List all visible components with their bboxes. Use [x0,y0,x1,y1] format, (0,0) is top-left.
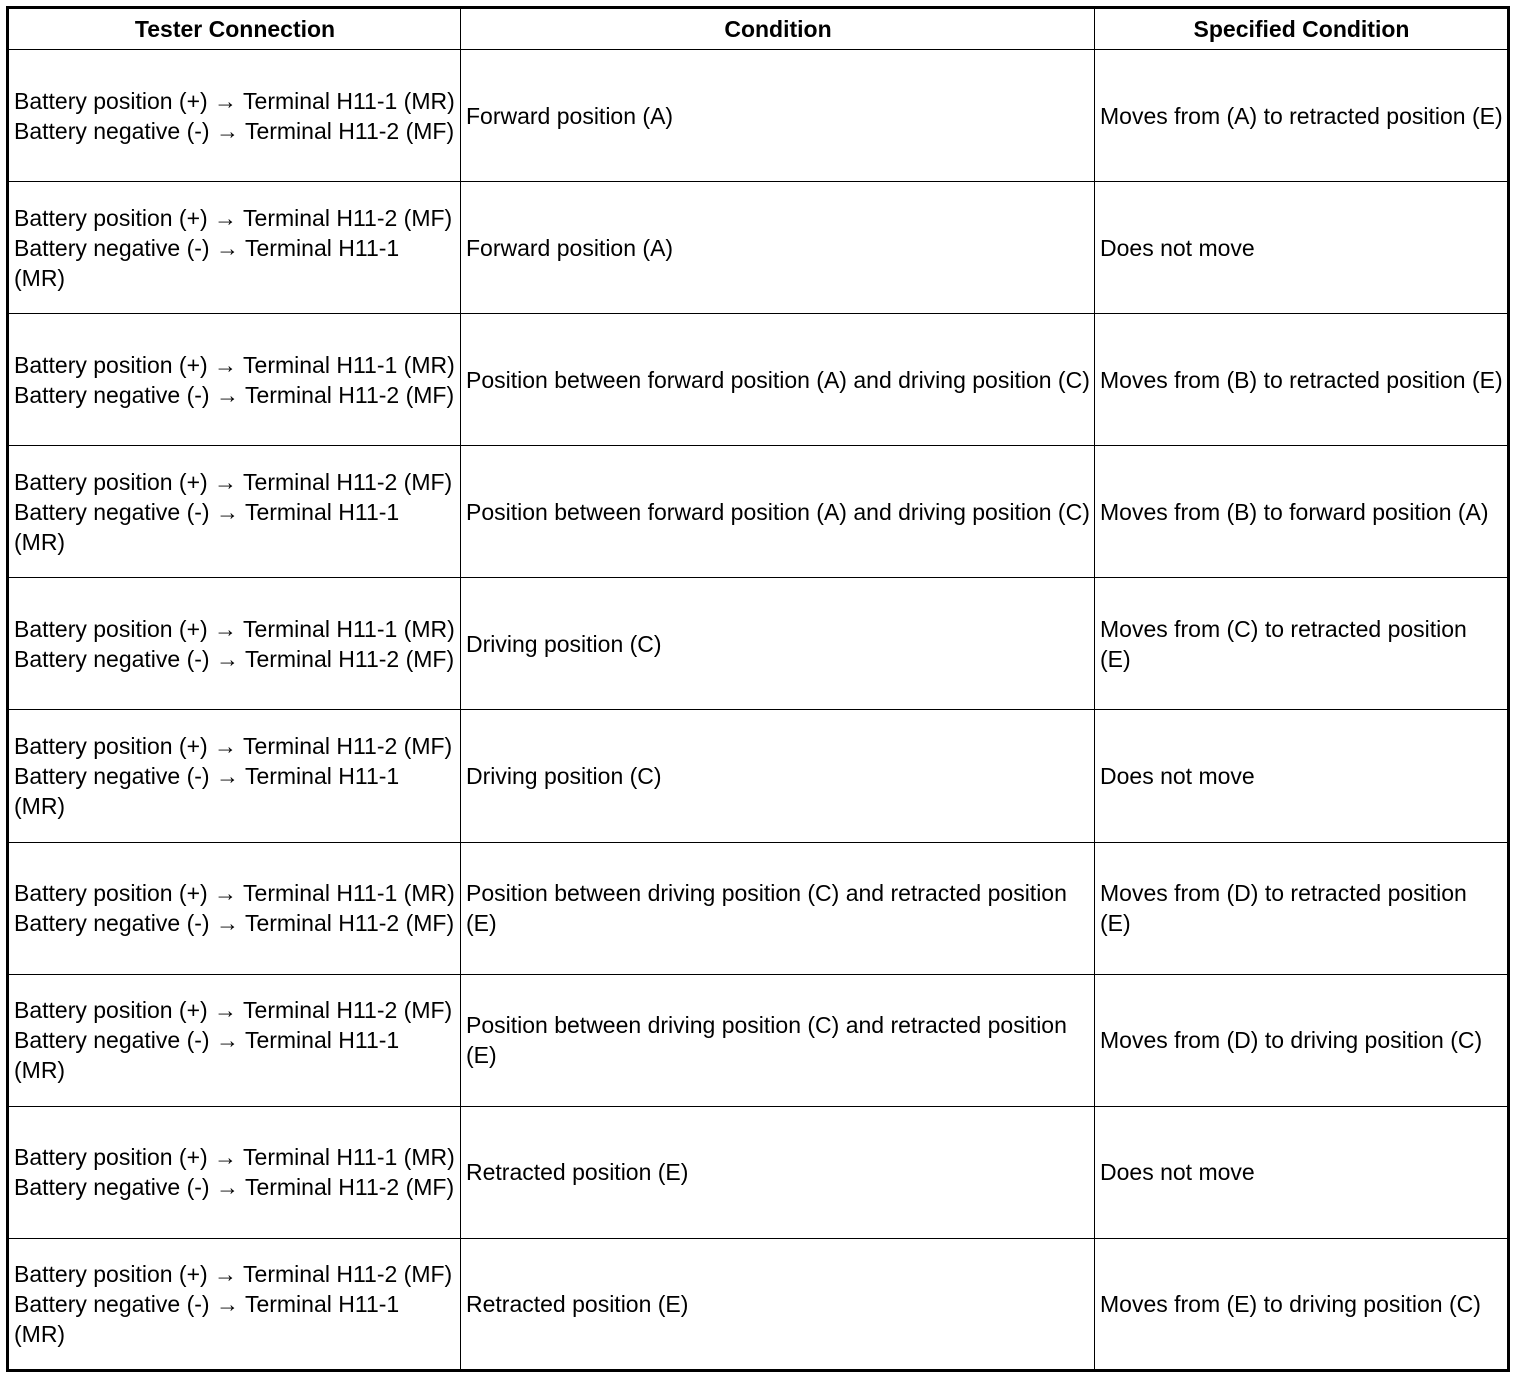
table-row [8,578,1509,710]
condition-cell: Position between driving position (C) and retracted position (E) [461,842,1095,974]
specified-condition-cell: Does not move [1095,1106,1509,1238]
tester-connection-cell [8,314,461,446]
tester-connection-cell [8,1238,461,1370]
connection-positive: Battery position (+) → Terminal H11-2 (MF) [14,997,453,1024]
condition-cell: Forward position (A) [461,50,1095,182]
connection-positive: Battery position (+) → Terminal H11-2 (MF) [14,204,453,231]
connection-positive: Battery position (+) → Terminal H11-1 (MR) [14,615,455,642]
condition-cell: Driving position (C) [461,578,1095,710]
tester-connection-table [6,6,1510,1372]
condition-cell: Retracted position (E) [461,1106,1095,1238]
condition-cell: Forward position (A) [461,182,1095,314]
condition-cell: Position between forward position (A) and driving position (C) [461,446,1095,578]
connection-negative: Battery negative (-) → Terminal H11-1 (MR) [14,1290,400,1347]
tester-connection-cell [8,974,461,1106]
tester-connection-cell [8,842,461,974]
tester-connection-cell [8,182,461,314]
connection-negative: Battery negative (-) → Terminal H11-1 (MR) [14,1027,400,1084]
connection-negative: Battery negative (-) → Terminal H11-2 (MF) [14,1174,455,1201]
connection-negative: Battery negative (-) → Terminal H11-2 (MF) [14,910,455,937]
specified-condition-cell: Moves from (A) to retracted position (E) [1095,50,1509,182]
table-row [8,446,1509,578]
tester-connection-cell [8,710,461,842]
connection-negative: Battery negative (-) → Terminal H11-1 (MR) [14,498,400,555]
connection-positive: Battery position (+) → Terminal H11-1 (MR) [14,351,455,378]
condition-cell: Position between driving position (C) and retracted position (E) [461,974,1095,1106]
table-row [8,842,1509,974]
specified-condition-cell: Moves from (B) to forward position (A) [1095,446,1509,578]
condition-cell: Driving position (C) [461,710,1095,842]
specified-condition-cell: Does not move [1095,182,1509,314]
tester-connection-cell [8,578,461,710]
specified-condition-cell: Moves from (E) to driving position (C) [1095,1238,1509,1370]
tester-connection-cell [8,1106,461,1238]
header-condition: Condition [461,8,1095,50]
table-row [8,182,1509,314]
connection-negative: Battery negative (-) → Terminal H11-1 (MR) [14,763,400,820]
connection-negative: Battery negative (-) → Terminal H11-2 (MF) [14,117,455,144]
connection-negative: Battery negative (-) → Terminal H11-2 (MF) [14,645,455,672]
table-row [8,974,1509,1106]
table-row [8,1238,1509,1370]
specified-condition-cell: Moves from (C) to retracted position (E) [1095,578,1509,710]
specified-condition-cell: Moves from (B) to retracted position (E) [1095,314,1509,446]
specified-condition-cell: Does not move [1095,710,1509,842]
connection-positive: Battery position (+) → Terminal H11-1 (MR) [14,87,455,114]
header-tester-connection: Tester Connection [8,8,461,50]
connection-positive: Battery position (+) → Terminal H11-2 (MF) [14,1260,453,1287]
table-row [8,314,1509,446]
table-row [8,1106,1509,1238]
connection-positive: Battery position (+) → Terminal H11-2 (MF) [14,733,453,760]
condition-cell: Position between forward position (A) and driving position (C) [461,314,1095,446]
connection-positive: Battery position (+) → Terminal H11-2 (MF) [14,468,453,495]
connection-negative: Battery negative (-) → Terminal H11-2 (MF) [14,381,455,408]
specified-condition-cell: Moves from (D) to driving position (C) [1095,974,1509,1106]
table-header-row [8,8,1509,50]
specified-condition-cell: Moves from (D) to retracted position (E) [1095,842,1509,974]
condition-cell: Retracted position (E) [461,1238,1095,1370]
connection-negative: Battery negative (-) → Terminal H11-1 (MR) [14,234,400,291]
tester-connection-cell [8,446,461,578]
connection-positive: Battery position (+) → Terminal H11-1 (MR) [14,880,455,907]
tester-connection-cell [8,50,461,182]
header-specified-condition: Specified Condition [1095,8,1509,50]
table-row [8,50,1509,182]
connection-positive: Battery position (+) → Terminal H11-1 (MR) [14,1144,455,1171]
table-row [8,710,1509,842]
